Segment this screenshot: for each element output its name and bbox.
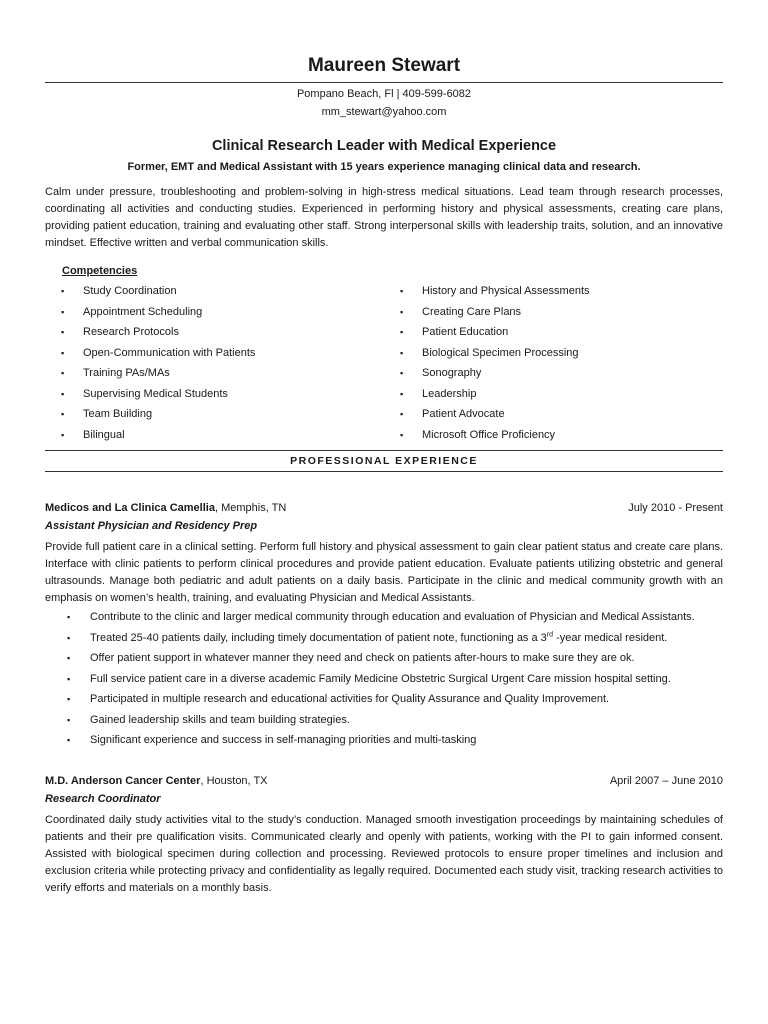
job-dates: July 2010 - Present [628,502,723,514]
competency-item: ▪ Research Protocols [61,322,400,343]
job-header [45,773,723,789]
job-title: Assistant Physician and Residency Prep [45,520,258,532]
employer-location: , Memphis, TN [214,502,287,514]
job-description: Provide full patient care in a clinical setting. Perform full history and physical assessment to gain clear patient status and create care plans. Interface with clinic patients to perform clinical procedures and provide patient education. Evaluate patients utilizing obstetric and general ultrasounds. Manage both pediatric and adult patients on a daily basis. Participate in the clinic and medical community growth with an emphasis on women’s health, training, and evaluating Physician and Medical Assistants. [45,541,723,604]
achievement-item: ▪ Gained leadership skills and team building strategies. [90,712,723,729]
employer-name: Medicos and La Clinica Camellia [45,502,215,514]
competencies-left-list [45,281,400,445]
resume-subheadline: Former, EMT and Medical Assistant with 15 years experience managing clinical data and research. [127,161,641,173]
contact-info [45,85,723,121]
competency-item: ▪ History and Physical Assessments [400,281,723,302]
achievement-item: ▪ Full service patient care in a diverse academic Family Medicine Obstetric Surgical Urgent Care mission hospital setting. [90,671,723,688]
job-achievements-list [45,609,723,749]
competencies-title: Competencies [62,265,138,277]
competency-item: ▪ Patient Advocate [400,404,723,425]
competency-item: ▪ Supervising Medical Students [61,384,400,405]
employer-name: M.D. Anderson Cancer Center [45,774,201,787]
competency-item: ▪ Patient Education [400,322,723,343]
achievement-text: -year medical resident. [553,631,668,644]
competency-item: ▪ Biological Specimen Processing [400,343,723,364]
competencies-right-list [400,281,723,445]
location-phone: Pompano Beach, Fl | 409-599-6082 [296,88,472,100]
job-title: Research Coordinator [45,792,161,805]
competency-item: ▪ Creating Care Plans [400,302,723,323]
resume-headline: Clinical Research Leader with Medical Experience [211,138,557,154]
competency-item: ▪ Bilingual [61,425,400,446]
competency-item: ▪ Study Coordination [61,281,400,302]
achievement-item: ▪ Offer patient support in whatever manner they need and check on patients after-hours to make sure they are ok. [90,650,723,667]
job-dates: April 2007 – June 2010 [609,774,723,787]
competency-item: ▪ Sonography [400,363,723,384]
experience-section-header: PROFESSIONAL EXPERIENCE [45,450,723,472]
achievement-item [90,630,723,647]
job-header [45,500,723,516]
job-employer-line [45,500,286,516]
professional-summary: Calm under pressure, troubleshooting and problem-solving in high-stress medical situations. Lead team through research processes, coordinating all activities and conducting studies. Experienced in performing history and physical assessments, creating care plans, providing patient education, training and evaluating other staff. Strong interpersonal skills with leadership traits, solution, and an innovative mindset. Effective written and verbal communication skills. [45,186,723,249]
candidate-name: Maureen Stewart [307,55,461,76]
achievement-item: ▪ Significant experience and success in self-managing priorities and multi-tasking [90,732,723,749]
competency-item: ▪ Microsoft Office Proficiency [400,425,723,446]
job-employer-line [45,773,268,789]
competency-item: ▪ Open-Communication with Patients [61,343,400,364]
competency-item: ▪ Team Building [61,404,400,425]
employer-location: , Houston, TX [200,774,268,787]
header-divider [45,82,723,83]
achievement-item: ▪ Participated in multiple research and educational activities for Quality Assurance and Quality Improvement. [90,691,723,708]
competencies-grid [45,281,723,445]
competency-item: ▪ Training PAs/MAs [61,363,400,384]
email-address: mm_stewart@yahoo.com [321,106,447,118]
job-description: Coordinated daily study activities vital to the study’s conduction. Managed smooth investigation proceedings by maintaining schedules of patients and their pre qualification visits. Communicated clearly and openly with patients, working with the PI to gain informed consent. Assisted with biological specimen during collection and processing. Reviewed protocols to ensure proper timelines and inclusion and exclusion criteria while protecting privacy and confidentiality as legally required. Documented each study visit, tracking research activities to verify efforts and materials on a monthly basis. [45,813,723,894]
achievement-text: Treated 25-40 patients daily, including timely documentation of patient note, functioning as a 3 [90,631,547,644]
achievement-item: ▪ Contribute to the clinic and larger medical community through education and evaluation of Physician and Medical Assistants. [90,609,723,626]
competency-item: ▪ Leadership [400,384,723,405]
competency-item: ▪ Appointment Scheduling [61,302,400,323]
ordinal-suffix: rd [546,630,554,638]
